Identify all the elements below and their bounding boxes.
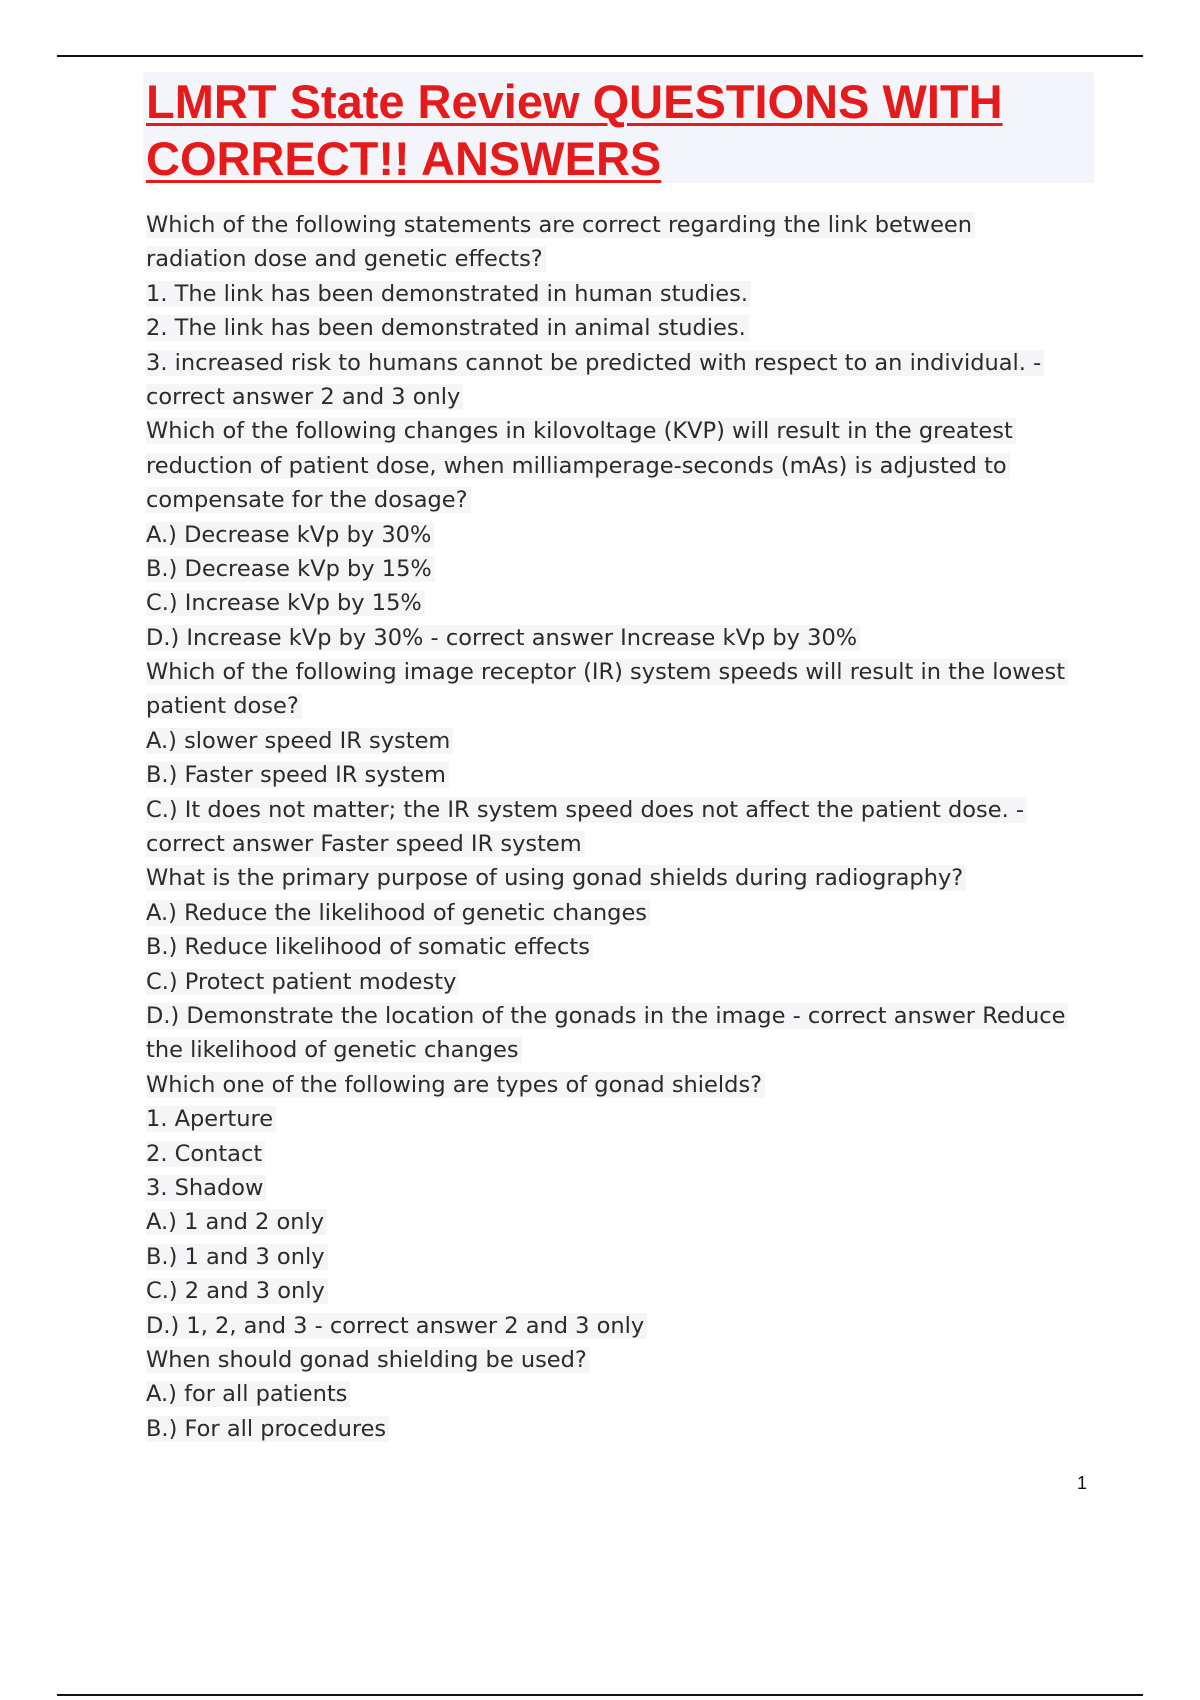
text-line-content: correct answer 2 and 3 only (146, 384, 463, 410)
text-line-content: D.) 1, 2, and 3 - correct answer 2 and 3 only (146, 1313, 647, 1339)
text-line-content: compensate for the dosage? (146, 487, 471, 513)
text-line-content: 3. increased risk to humans cannot be predicted with respect to an individual. - (146, 350, 1044, 376)
text-line (146, 724, 1106, 758)
document-title-line-2: CORRECT!! ANSWERS (146, 132, 662, 185)
text-line (146, 1102, 1106, 1136)
text-line (146, 1343, 1106, 1377)
page-number: 1 (1077, 1473, 1088, 1493)
text-line (146, 1171, 1106, 1205)
text-line-content: radiation dose and genetic effects? (146, 246, 546, 272)
text-line-content: A.) Reduce the likelihood of genetic changes (146, 900, 650, 926)
text-line (146, 827, 1106, 861)
text-line (146, 552, 1106, 586)
text-line-content: B.) 1 and 3 only (146, 1244, 328, 1270)
text-line (146, 1068, 1106, 1102)
text-line-content: Which of the following statements are correct regarding the link between (146, 212, 975, 238)
text-line (146, 483, 1106, 517)
text-line-content: 3. Shadow (146, 1175, 266, 1201)
text-line (146, 758, 1106, 792)
text-line (146, 1205, 1106, 1239)
text-line (146, 1377, 1106, 1411)
text-line (146, 861, 1106, 895)
text-line (146, 965, 1106, 999)
text-line-content: D.) Demonstrate the location of the gonads in the image - correct answer Reduce (146, 1003, 1068, 1029)
text-line-content: patient dose? (146, 693, 302, 719)
text-line-content: C.) 2 and 3 only (146, 1278, 328, 1304)
text-line (146, 586, 1106, 620)
text-line (146, 793, 1106, 827)
text-line-content: A.) Decrease kVp by 30% (146, 522, 434, 548)
text-line (146, 1033, 1106, 1067)
text-line (146, 277, 1106, 311)
text-line-content: 1. The link has been demonstrated in human studies. (146, 281, 751, 307)
text-line (146, 414, 1106, 448)
text-line-content: C.) Protect patient modesty (146, 969, 459, 995)
text-line-content: Which of the following image receptor (IR) system speeds will result in the lowest (146, 659, 1068, 685)
document-title-line-1: LMRT State Review QUESTIONS WITH (146, 75, 1003, 128)
text-line-content: 2. The link has been demonstrated in animal studies. (146, 315, 749, 341)
text-line (146, 380, 1106, 414)
text-line (146, 999, 1106, 1033)
text-line-content: B.) Reduce likelihood of somatic effects (146, 934, 593, 960)
top-rule (57, 55, 1143, 57)
text-line-content: Which of the following changes in kilovoltage (KVP) will result in the greatest (146, 418, 1016, 444)
text-line-content: D.) Increase kVp by 30% - correct answer Increase kVp by 30% (146, 625, 860, 651)
bottom-rule (57, 1694, 1143, 1696)
text-line (146, 208, 1106, 242)
text-line-content: When should gonad shielding be used? (146, 1347, 590, 1373)
text-line (146, 689, 1106, 723)
text-line (146, 242, 1106, 276)
text-line-content: reduction of patient dose, when milliamperage-seconds (mAs) is adjusted to (146, 453, 1010, 479)
text-line (146, 1412, 1106, 1446)
text-line-content: the likelihood of genetic changes (146, 1037, 522, 1063)
text-line-content: A.) for all patients (146, 1381, 350, 1407)
text-line (146, 449, 1106, 483)
text-line (146, 621, 1106, 655)
text-line (146, 1309, 1106, 1343)
document-body (146, 208, 1106, 1446)
text-line-content: B.) Decrease kVp by 15% (146, 556, 435, 582)
text-line (146, 655, 1106, 689)
text-line (146, 1137, 1106, 1171)
text-line (146, 346, 1106, 380)
text-line (146, 1240, 1106, 1274)
text-line-content: A.) slower speed IR system (146, 728, 453, 754)
text-line-content: 1. Aperture (146, 1106, 276, 1132)
text-line-content: B.) For all procedures (146, 1416, 389, 1442)
text-line (146, 1274, 1106, 1308)
text-line-content: correct answer Faster speed IR system (146, 831, 585, 857)
text-line-content: Which one of the following are types of gonad shields? (146, 1072, 765, 1098)
text-line-content: C.) It does not matter; the IR system speed does not affect the patient dose. - (146, 797, 1027, 823)
text-line-content: A.) 1 and 2 only (146, 1209, 327, 1235)
text-line (146, 896, 1106, 930)
text-line-content: 2. Contact (146, 1141, 265, 1167)
text-line-content: B.) Faster speed IR system (146, 762, 449, 788)
text-line (146, 518, 1106, 552)
text-line-content: C.) Increase kVp by 15% (146, 590, 425, 616)
text-line-content: What is the primary purpose of using gonad shields during radiography? (146, 865, 966, 891)
text-line (146, 311, 1106, 345)
text-line (146, 930, 1106, 964)
